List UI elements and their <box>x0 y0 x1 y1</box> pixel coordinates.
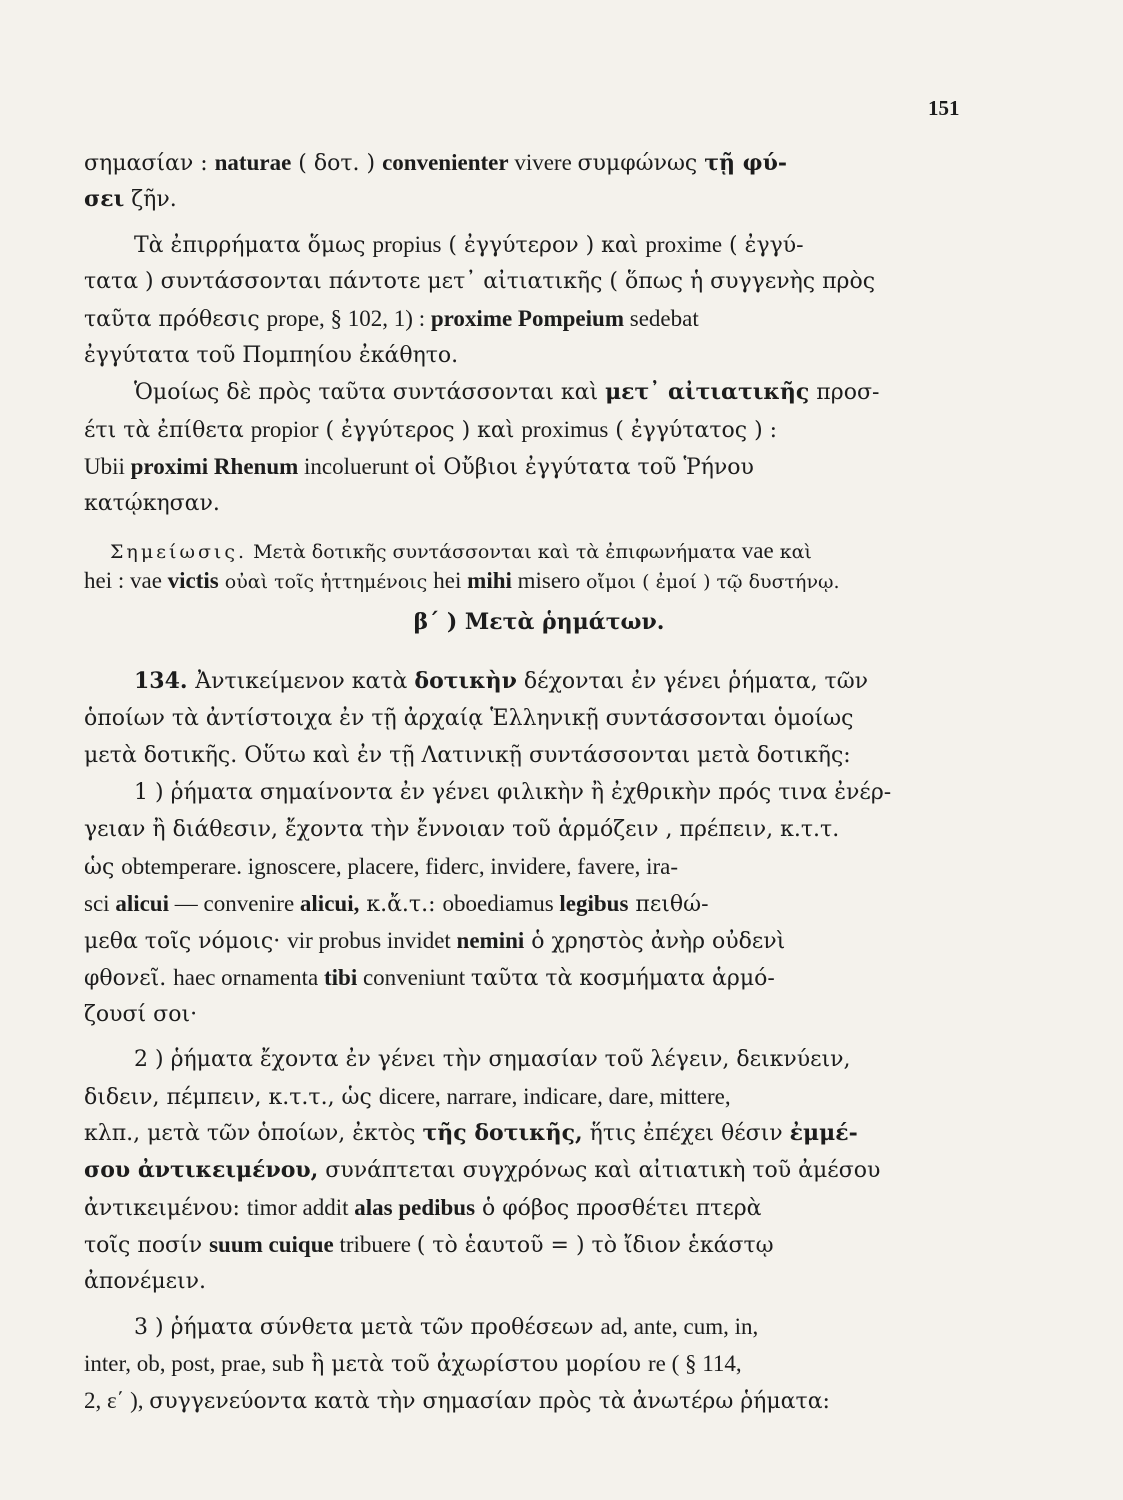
text-run: alicui <box>115 891 169 916</box>
text-run: συγγενεύοντα κατὰ τὴν σημασίαν πρὸς τὰ ἀνωτέρω ῥήματα: <box>149 1389 830 1414</box>
text-run: ζουσί σοι· <box>84 1002 198 1027</box>
text-run: vir probus invidet <box>287 928 457 953</box>
text-run: 2 ) ῥήματα ἔχοντα ἐν γένει τὴν σημασίαν τοῦ λέγειν, δεικνύειν, <box>134 1047 851 1072</box>
text-run: ( τὸ ἑαυτοῦ = ) τὸ ἴδιον ἑκάστῳ <box>416 1233 774 1258</box>
text-run: Μετὰ δοτικῆς συντάσσονται καὶ τὰ ἐπιφωνήματα <box>247 541 742 563</box>
text-run: conveniunt <box>357 965 471 990</box>
text-run: 1 ) ῥήματα σημαίνοντα ἐν γένει φιλικὴν ἢ ἐχθρικὴν πρός τινα ἐνέρ- <box>134 780 892 805</box>
text-run: inter, ob, post, prae, sub <box>84 1351 305 1376</box>
text-run: sedebat <box>624 306 699 331</box>
text-run: κ.ἄ.τ.: <box>359 892 443 917</box>
text-run: ταῦτα πρόθεσις <box>84 307 267 332</box>
text-run: Ἀντικείμενον κατὰ <box>195 669 415 694</box>
text-run: misero <box>511 568 586 593</box>
text-line <box>84 737 964 774</box>
text-line <box>84 1308 964 1345</box>
text-run: συνάπτεται συγχρόνως καὶ αἰτιατικὴ τοῦ ἀμέσου <box>318 1158 881 1183</box>
text-run: μετὰ δοτικῆς. Οὕτω καὶ ἐν τῇ Λατινικῇ συντάσσονται μετὰ δοτικῆς: <box>84 743 851 768</box>
text-run: suum cuique <box>209 1232 334 1257</box>
text-run: timor addit <box>246 1195 355 1220</box>
text-line <box>84 959 964 996</box>
text-run: ad, ante, cum, in, <box>600 1314 759 1339</box>
text-run: πειθώ- <box>628 892 709 917</box>
text-line <box>84 448 964 485</box>
text-run: έτι τὰ ἐπίθετα <box>84 418 251 443</box>
text-line <box>84 996 964 1033</box>
text-run: ἐμμέ- <box>789 1120 858 1146</box>
text-run: ( ἐγγύτερος ) καὶ <box>318 418 522 443</box>
text-run: 134. <box>134 668 196 694</box>
text-run: δοτικὴν <box>414 668 517 694</box>
text-run: οὐαὶ τοῖς ἡττημένοις <box>218 571 434 593</box>
text-run: ταῦτα τὰ κοσμήματα ἁρμό- <box>470 966 775 991</box>
text-run: proximi Rhenum <box>130 454 299 479</box>
text-run: Τὰ ἐπιρρήματα ὅμως <box>134 233 373 258</box>
text-run: 3 ) ῥήματα σύνθετα μετὰ τῶν προθέσεων <box>134 1315 601 1340</box>
text-run: tibi <box>323 965 358 990</box>
text-run: κατῴκησαν. <box>84 491 220 516</box>
text-run: proxime <box>645 232 723 257</box>
text-run: σημασίαν : <box>84 151 215 176</box>
text-line <box>84 181 964 218</box>
text-run: proximus <box>521 417 609 442</box>
text-line <box>84 485 964 522</box>
text-line <box>84 1115 964 1152</box>
text-run: ὁ χρηστὸς ἀνὴρ οὐδενὶ <box>524 929 786 954</box>
note-line <box>84 536 964 566</box>
page-number: 151 <box>928 96 960 120</box>
text-run: incoluerunt <box>298 454 415 479</box>
text-run: φθονεῖ. <box>84 966 174 991</box>
text-run: ὁ φόβος προσθέτει πτερὰ <box>475 1196 762 1221</box>
text-run: τῆς δοτικῆς, <box>422 1120 583 1146</box>
text-run: alicui, <box>299 891 360 916</box>
text-line <box>84 1382 964 1419</box>
text-run: oboediamus <box>442 891 560 916</box>
text-run: Ubii <box>84 454 131 479</box>
text-run: prope, § 102, 1) : <box>266 306 431 331</box>
text-run: ( ἐγγύ- <box>722 233 804 258</box>
text-run: vae <box>741 538 774 563</box>
text-run: proxime Pompeium <box>430 306 624 331</box>
text-line <box>84 1078 964 1115</box>
text-run: τοῖς ποσίν <box>84 1233 210 1258</box>
text-run: ἐγγύτατα τοῦ Πομπηίου ἐκάθητο. <box>84 343 459 368</box>
text-line <box>84 700 964 737</box>
text-run: hei : vae <box>84 568 168 593</box>
text-run: 2, ε΄ ), <box>84 1388 150 1413</box>
text-run: ἀντικειμένου: <box>84 1196 247 1221</box>
text-run: συμφώνως <box>577 151 705 176</box>
text-run: convenienter <box>382 150 509 175</box>
text-line <box>84 374 964 411</box>
text-run: ὡς <box>84 855 122 880</box>
text-line <box>84 411 964 448</box>
text-run: γειαν ἢ διάθεσιν, ἔχοντα τὴν ἔννοιαν τοῦ ἁρμόζειν , πρέπειν, κ.τ.τ. <box>84 817 840 842</box>
text-line <box>84 663 964 700</box>
text-run: victis <box>167 568 219 593</box>
text-run: οἴμοι ( ἐμοί ) τῷ δυστήνῳ. <box>586 571 840 593</box>
text-run: propior <box>250 417 319 442</box>
text-line <box>84 811 964 848</box>
text-run: ζῆν. <box>124 187 177 212</box>
text-run: Σημείωσις. <box>110 541 248 563</box>
text-run: sci <box>84 891 116 916</box>
text-line <box>84 848 964 885</box>
text-run: μετ᾽ αἰτιατικῆς <box>605 379 810 405</box>
text-line <box>84 1345 964 1382</box>
text-run: σει <box>84 186 125 212</box>
text-run: propius <box>372 232 442 257</box>
text-run: alas pedibus <box>354 1195 476 1220</box>
text-run: vivere <box>508 150 578 175</box>
text-run: tribuere <box>333 1232 417 1257</box>
body-text <box>84 144 964 1419</box>
text-run: ( ἐγγύτατος ) : <box>608 418 778 443</box>
text-run: Ὁμοίως δὲ πρὸς ταῦτα συντάσσονται καὶ <box>134 380 606 405</box>
text-run: τῇ φύ- <box>704 150 787 176</box>
text-line <box>84 922 964 959</box>
text-line <box>84 1226 964 1263</box>
text-line <box>84 1189 964 1226</box>
text-run: obtemperare. ignoscere, placere, fiderc, invidere, favere, ira- <box>121 854 679 879</box>
text-run: — convenire <box>168 891 300 916</box>
text-line <box>84 885 964 922</box>
text-line <box>84 1263 964 1300</box>
text-run: β΄ ) Μετὰ ῥημάτων. <box>413 609 665 635</box>
text-run: οἱ Οὔβιοι ἐγγύτατα τοῦ Ῥήνου <box>414 455 754 480</box>
text-run: ἢ μετὰ τοῦ ἀχωρίστου μορίου <box>304 1352 648 1377</box>
text-run: naturae <box>214 150 292 175</box>
text-line <box>84 144 964 181</box>
text-run: legibus <box>559 891 629 916</box>
text-run: ( δοτ. ) <box>291 151 383 176</box>
note-line <box>84 566 964 596</box>
text-run: ἥτις ἐπέχει θέσιν <box>582 1121 790 1146</box>
text-run: haec ornamenta <box>173 965 324 990</box>
text-line <box>84 1041 964 1078</box>
text-run: dicere, narrare, indicare, dare, mittere, <box>378 1084 731 1109</box>
text-run: καὶ <box>773 541 812 563</box>
text-line <box>84 263 964 300</box>
text-run: προσ- <box>809 380 880 405</box>
text-line <box>84 226 964 263</box>
text-run: ὁποίων τὰ ἀντίστοιχα ἐν τῇ ἀρχαίᾳ Ἑλληνικῇ συντάσσονται ὁμοίως <box>84 706 854 731</box>
text-line <box>84 774 964 811</box>
text-line <box>84 1152 964 1189</box>
text-run: re ( § 114, <box>647 1351 742 1376</box>
text-run: ( ἐγγύτερον ) καὶ <box>441 233 646 258</box>
text-run: nemini <box>456 928 525 953</box>
text-run: ἀπονέμειν. <box>84 1269 207 1294</box>
text-line <box>84 337 964 374</box>
text-run: κλπ., μετὰ τῶν ὁποίων, ἐκτὸς <box>84 1121 423 1146</box>
text-run: hei <box>433 568 468 593</box>
text-run: μεθα τοῖς νόμοις· <box>84 929 288 954</box>
text-run: τατα ) συντάσσονται πάντοτε μετ᾽ αἰτιατικῆς ( ὅπως ἡ συγγενὴς πρὸς <box>84 269 876 294</box>
text-run: σου ἀντικειμένου, <box>84 1157 319 1183</box>
text-run: mihi <box>467 568 512 593</box>
text-run: δέχονται ἐν γένει ῥήματα, τῶν <box>516 669 869 694</box>
text-run: διδειν, πέμπειν, κ.τ.τ., ὡς <box>84 1085 379 1110</box>
text-line <box>84 300 964 337</box>
section-heading <box>84 604 964 641</box>
